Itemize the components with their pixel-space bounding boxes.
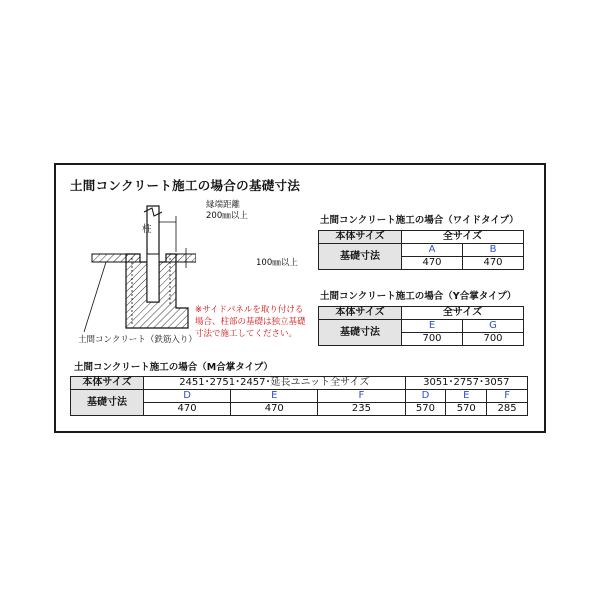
- dimension-letter: B: [463, 244, 524, 257]
- dimension-value: 235: [318, 403, 405, 416]
- dimension-value: 700: [463, 333, 524, 346]
- y-table-title: 土間コンクリート施工の場合（Y合掌タイプ）: [320, 291, 517, 302]
- dimension-letter: F: [318, 390, 405, 403]
- table-header-all-sizes: 全サイズ: [402, 231, 524, 244]
- dimension-value: 470: [144, 403, 231, 416]
- dimension-letter: E: [446, 390, 487, 403]
- dimension-value: 570: [446, 403, 487, 416]
- y-type-table: [318, 306, 524, 346]
- table-header-size: 本体サイズ: [71, 377, 144, 390]
- dimension-letter: E: [231, 390, 318, 403]
- dimension-letter: E: [402, 320, 463, 333]
- table-row-label: 基礎寸法: [319, 320, 402, 346]
- size-group-2: 3051･2757･3057: [405, 377, 527, 390]
- edge-distance-value: 200㎜以上: [206, 211, 248, 221]
- dimension-letter: G: [463, 320, 524, 333]
- edge-distance-label: 縁端距離: [206, 200, 241, 210]
- foundation-cross-section: [66, 196, 196, 346]
- dimension-value: 570: [405, 403, 446, 416]
- pillar-label: 柱: [142, 224, 152, 235]
- dimension-value: 285: [487, 403, 528, 416]
- depth-value: 100㎜以上: [256, 258, 298, 268]
- table-row-label: 基礎寸法: [71, 390, 144, 416]
- wide-table-title: 土間コンクリート施工の場合（ワイドタイプ）: [320, 215, 519, 226]
- table-row-label: 基礎寸法: [319, 244, 402, 270]
- wide-type-table: [318, 230, 524, 270]
- dimension-value: 700: [402, 333, 463, 346]
- dimension-letter: D: [144, 390, 231, 403]
- dimension-value: 470: [231, 403, 318, 416]
- dimension-value: 470: [463, 257, 524, 270]
- table-header-size: 本体サイズ: [319, 231, 402, 244]
- dimension-value: 470: [402, 257, 463, 270]
- table-header-size: 本体サイズ: [319, 307, 402, 320]
- m-table-title: 土間コンクリート施工の場合（M合掌タイプ）: [74, 362, 273, 373]
- concrete-label: 土間コンクリート（鉄筋入り）: [78, 335, 197, 345]
- dimension-letter: A: [402, 244, 463, 257]
- size-group-1: 2451･2751･2457･延長ユニット全サイズ: [144, 377, 406, 390]
- table-header-all-sizes: 全サイズ: [402, 307, 524, 320]
- dimension-letter: D: [405, 390, 446, 403]
- side-panel-note: ※サイドパネルを取り付ける場合、柱部の基礎は独立基礎寸法で施工してください。: [195, 305, 306, 339]
- m-type-table: [70, 376, 528, 416]
- dimension-letter: F: [487, 390, 528, 403]
- page-title: 土間コンクリート施工の場合の基礎寸法: [70, 178, 301, 193]
